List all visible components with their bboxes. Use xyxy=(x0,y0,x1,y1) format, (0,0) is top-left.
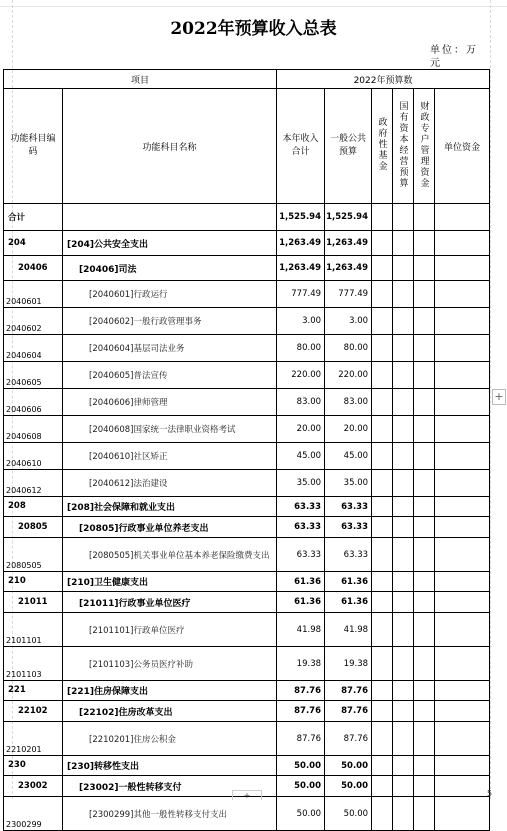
row-gov-fund-value xyxy=(372,592,393,613)
row-general-value: 50.00 xyxy=(325,756,372,776)
row-state-capital-value xyxy=(393,517,414,538)
table-row xyxy=(4,416,490,443)
row-unit-fund-value xyxy=(435,776,493,798)
row-state-capital-value xyxy=(393,231,414,256)
unit-fund-column-header: 单位资金 xyxy=(435,89,490,204)
row-general-value: 83.00 xyxy=(325,389,372,416)
row-general-value: 20.00 xyxy=(325,416,372,443)
row-total-value: 50.00 xyxy=(277,797,325,831)
row-name: [21011]行政事业单位医疗 xyxy=(63,592,277,613)
row-total-value: 45.00 xyxy=(277,443,325,470)
row-gov-fund-value xyxy=(372,647,393,681)
row-special-fund-value xyxy=(414,517,435,538)
row-name: [23002]一般性转移支付 xyxy=(63,776,277,797)
row-name: [2040608]国家统一法律职业资格考试 xyxy=(63,416,277,443)
row-general-value: 41.98 xyxy=(325,613,372,647)
row-gov-fund-value xyxy=(372,681,393,701)
row-code: 2040604 xyxy=(4,335,63,362)
row-gov-fund-value xyxy=(372,335,393,362)
row-state-capital-value xyxy=(393,443,414,470)
expand-button[interactable]: + xyxy=(492,389,506,405)
row-special-fund-value xyxy=(414,756,435,776)
row-unit-fund-value xyxy=(435,281,490,308)
budget-group-header: 2022年预算数 xyxy=(277,70,490,89)
unit-label: 单位：万元 xyxy=(430,45,478,69)
row-name: [2080505]机关事业单位基本养老保险缴费支出 xyxy=(63,538,277,572)
page-number: 5 xyxy=(487,789,493,798)
row-name: [2040602]一般行政管理事务 xyxy=(63,308,277,335)
row-total-value: 87.76 xyxy=(277,681,325,701)
row-state-capital-value xyxy=(393,647,414,681)
row-special-fund-value xyxy=(414,256,435,281)
table-body xyxy=(4,204,493,831)
row-total-value: 3.00 xyxy=(277,308,325,335)
row-unit-fund-value xyxy=(435,701,490,722)
row-gov-fund-value xyxy=(372,281,393,308)
row-unit-fund-value xyxy=(435,517,490,538)
row-gov-fund-value xyxy=(372,756,393,776)
row-general-value: 3.00 xyxy=(325,308,372,335)
row-name: [2040605]普法宣传 xyxy=(63,362,277,389)
row-general-value: 50.00 xyxy=(325,776,372,797)
row-special-fund-value xyxy=(414,797,435,831)
table-row xyxy=(4,681,490,701)
row-code: 2080505 xyxy=(4,538,63,572)
row-state-capital-value xyxy=(393,538,414,572)
row-special-fund-value xyxy=(414,335,435,362)
row-state-capital-value xyxy=(393,592,414,613)
row-total-value: 87.76 xyxy=(277,701,325,722)
row-general-value: 63.33 xyxy=(325,517,372,538)
row-code: 2101101 xyxy=(4,613,63,647)
row-total-value: 63.33 xyxy=(277,497,325,517)
table-row xyxy=(4,204,490,231)
row-name: [230]转移性支出 xyxy=(63,756,277,776)
gov-fund-column-header: 政府性基金 xyxy=(372,89,393,204)
row-unit-fund-value xyxy=(435,443,490,470)
row-total-value: 63.33 xyxy=(277,517,325,538)
row-name: [2101103]公务员医疗补助 xyxy=(63,647,277,681)
row-gov-fund-value xyxy=(372,362,393,389)
row-gov-fund-value xyxy=(372,538,393,572)
row-state-capital-value xyxy=(393,613,414,647)
row-total-value: 1,263.49 xyxy=(277,256,325,281)
row-code: 221 xyxy=(4,681,63,701)
row-state-capital-value xyxy=(393,497,414,517)
row-general-value: 61.36 xyxy=(325,572,372,592)
row-name: [2040612]法治建设 xyxy=(63,470,277,497)
row-gov-fund-value xyxy=(372,797,393,831)
row-gov-fund-value xyxy=(372,231,393,256)
row-code: 2040612 xyxy=(4,470,63,497)
row-code: 2101103 xyxy=(4,647,63,681)
code-column-header: 功能科目编码 xyxy=(4,89,63,204)
row-name xyxy=(63,204,277,231)
row-total-value: 1,263.49 xyxy=(277,231,325,256)
table-row xyxy=(4,538,490,572)
row-gov-fund-value xyxy=(372,701,393,722)
row-unit-fund-value xyxy=(435,470,490,497)
row-general-value: 50.00 xyxy=(325,797,372,831)
row-state-capital-value xyxy=(393,281,414,308)
item-group-header: 项目 xyxy=(4,70,277,89)
table-row xyxy=(4,722,490,756)
row-special-fund-value xyxy=(414,308,435,335)
row-name: [2300299]其他一般性转移支付支出 xyxy=(63,797,277,831)
table-row xyxy=(4,797,490,831)
table-row xyxy=(4,281,490,308)
row-general-value: 63.33 xyxy=(325,497,372,517)
row-special-fund-value xyxy=(414,681,435,701)
row-code: 230 xyxy=(4,756,63,776)
row-general-value: 80.00 xyxy=(325,335,372,362)
row-unit-fund-value xyxy=(435,572,490,592)
table-row xyxy=(4,592,490,613)
row-general-value: 777.49 xyxy=(325,281,372,308)
row-total-value: 41.98 xyxy=(277,613,325,647)
row-unit-fund-value xyxy=(435,497,490,517)
table-row xyxy=(4,335,490,362)
row-state-capital-value xyxy=(393,722,414,756)
row-code: 2040606 xyxy=(4,389,63,416)
row-general-value: 45.00 xyxy=(325,443,372,470)
row-unit-fund-value xyxy=(435,256,490,281)
row-special-fund-value xyxy=(414,592,435,613)
row-total-value: 50.00 xyxy=(277,776,325,797)
row-code: 21011 xyxy=(4,592,63,613)
table-row xyxy=(4,572,490,592)
row-name: [204]公共安全支出 xyxy=(63,231,277,256)
row-total-value: 63.33 xyxy=(277,538,325,572)
table-row xyxy=(4,362,490,389)
row-name: [2040610]社区矫正 xyxy=(63,443,277,470)
row-state-capital-value xyxy=(393,572,414,592)
general-budget-column-header: 一般公共预算 xyxy=(325,89,372,204)
table-row xyxy=(4,308,490,335)
row-name: [22102]住房改革支出 xyxy=(63,701,277,722)
row-name: [2040601]行政运行 xyxy=(63,281,277,308)
row-gov-fund-value xyxy=(372,308,393,335)
row-special-fund-value xyxy=(414,538,435,572)
row-total-value: 35.00 xyxy=(277,470,325,497)
row-state-capital-value xyxy=(393,389,414,416)
row-gov-fund-value xyxy=(372,204,393,231)
row-code: 23002 xyxy=(4,776,63,797)
row-code: 合计 xyxy=(4,204,63,231)
row-unit-fund-value xyxy=(435,204,490,231)
row-special-fund-value xyxy=(414,416,435,443)
row-state-capital-value xyxy=(393,470,414,497)
row-special-fund-value xyxy=(414,722,435,756)
row-special-fund-value xyxy=(414,231,435,256)
row-general-value: 1,263.49 xyxy=(325,231,372,256)
row-state-capital-value xyxy=(393,701,414,722)
row-gov-fund-value xyxy=(372,572,393,592)
table-row xyxy=(4,470,490,497)
row-name: [2040606]律师管理 xyxy=(63,389,277,416)
row-code: 210 xyxy=(4,572,63,592)
row-unit-fund-value xyxy=(435,231,490,256)
row-gov-fund-value xyxy=(372,256,393,281)
table-row xyxy=(4,497,490,517)
row-unit-fund-value xyxy=(435,308,490,335)
row-special-fund-value xyxy=(414,362,435,389)
row-unit-fund-value xyxy=(435,681,490,701)
row-total-value: 20.00 xyxy=(277,416,325,443)
row-code: 204 xyxy=(4,231,63,256)
row-total-value: 87.76 xyxy=(277,722,325,756)
row-special-fund-value xyxy=(414,204,435,231)
table-row xyxy=(4,389,490,416)
table-row xyxy=(4,231,490,256)
table-row xyxy=(4,756,490,776)
row-gov-fund-value xyxy=(372,613,393,647)
row-unit-fund-value xyxy=(435,335,490,362)
row-unit-fund-value xyxy=(435,389,490,416)
table-row xyxy=(4,613,490,647)
row-state-capital-value xyxy=(393,681,414,701)
row-gov-fund-value xyxy=(372,389,393,416)
row-code: 2040601 xyxy=(4,281,63,308)
row-state-capital-value xyxy=(393,797,414,831)
row-general-value: 63.33 xyxy=(325,538,372,572)
add-sheet-tab[interactable]: + xyxy=(232,790,262,800)
row-unit-fund-value xyxy=(435,362,490,389)
row-total-value: 220.00 xyxy=(277,362,325,389)
budget-table xyxy=(3,69,493,831)
row-special-fund-value xyxy=(414,470,435,497)
row-code: 2210201 xyxy=(4,722,63,756)
row-unit-fund-value xyxy=(435,613,490,647)
row-state-capital-value xyxy=(393,204,414,231)
row-special-fund-value xyxy=(414,572,435,592)
row-general-value: 1,263.49 xyxy=(325,256,372,281)
page-guide-right xyxy=(490,0,491,799)
table-row xyxy=(4,701,490,722)
row-special-fund-value xyxy=(414,497,435,517)
row-total-value: 61.36 xyxy=(277,572,325,592)
row-unit-fund-value xyxy=(435,592,490,613)
row-code: 2040602 xyxy=(4,308,63,335)
row-general-value: 35.00 xyxy=(325,470,372,497)
top-ruler xyxy=(0,0,507,7)
row-special-fund-value xyxy=(414,389,435,416)
row-special-fund-value xyxy=(414,613,435,647)
row-general-value: 220.00 xyxy=(325,362,372,389)
row-state-capital-value xyxy=(393,776,414,797)
table-row xyxy=(4,647,490,681)
row-state-capital-value xyxy=(393,256,414,281)
table-title: 2022年预算收入总表 xyxy=(170,19,337,39)
row-code: 2040608 xyxy=(4,416,63,443)
row-code: 2040610 xyxy=(4,443,63,470)
row-total-value: 80.00 xyxy=(277,335,325,362)
row-total-value: 83.00 xyxy=(277,389,325,416)
row-gov-fund-value xyxy=(372,443,393,470)
row-total-value: 19.38 xyxy=(277,647,325,681)
row-state-capital-value xyxy=(393,335,414,362)
row-name: [20805]行政事业单位养老支出 xyxy=(63,517,277,538)
row-code: 2300299 xyxy=(4,797,63,831)
row-general-value: 61.36 xyxy=(325,592,372,613)
row-total-value: 1,525.94 xyxy=(277,204,325,231)
row-state-capital-value xyxy=(393,308,414,335)
row-name: [210]卫生健康支出 xyxy=(63,572,277,592)
row-gov-fund-value xyxy=(372,497,393,517)
row-general-value: 87.76 xyxy=(325,681,372,701)
row-special-fund-value xyxy=(414,647,435,681)
row-code: 208 xyxy=(4,497,63,517)
special-fund-column-header: 财政专户管理资金 xyxy=(414,89,435,204)
row-code: 20805 xyxy=(4,517,63,538)
row-total-value: 61.36 xyxy=(277,592,325,613)
row-unit-fund-value xyxy=(435,416,490,443)
row-name: [221]住房保障支出 xyxy=(63,681,277,701)
row-unit-fund-value xyxy=(435,647,490,681)
row-general-value: 1,525.94 xyxy=(325,204,372,231)
row-name: [208]社会保障和就业支出 xyxy=(63,497,277,517)
row-general-value: 19.38 xyxy=(325,647,372,681)
row-name: [2101101]行政单位医疗 xyxy=(63,613,277,647)
state-capital-column-header: 国有资本经营预算 xyxy=(393,89,414,204)
row-unit-fund-value xyxy=(435,756,490,776)
table-row xyxy=(4,256,490,281)
table-row xyxy=(4,443,490,470)
row-unit-fund-value xyxy=(435,538,490,572)
row-special-fund-value xyxy=(414,776,435,797)
row-code: 20406 xyxy=(4,256,63,281)
row-gov-fund-value xyxy=(372,416,393,443)
row-gov-fund-value xyxy=(372,776,393,797)
row-state-capital-value xyxy=(393,416,414,443)
row-unit-fund-value xyxy=(435,797,490,831)
row-general-value: 87.76 xyxy=(325,701,372,722)
row-state-capital-value xyxy=(393,362,414,389)
row-gov-fund-value xyxy=(372,517,393,538)
row-unit-fund-value xyxy=(435,722,490,756)
row-special-fund-value xyxy=(414,701,435,722)
name-column-header: 功能科目名称 xyxy=(63,89,277,204)
row-name: [2210201]住房公积金 xyxy=(63,722,277,756)
row-general-value: 87.76 xyxy=(325,722,372,756)
row-code: 2040605 xyxy=(4,362,63,389)
row-name: [20406]司法 xyxy=(63,256,277,281)
total-column-header: 本年收入合计 xyxy=(277,89,325,204)
row-name: [2040604]基层司法业务 xyxy=(63,335,277,362)
row-state-capital-value xyxy=(393,756,414,776)
row-special-fund-value xyxy=(414,443,435,470)
row-code: 22102 xyxy=(4,701,63,722)
row-gov-fund-value xyxy=(372,470,393,497)
table-row xyxy=(4,517,490,538)
row-total-value: 777.49 xyxy=(277,281,325,308)
row-special-fund-value xyxy=(414,281,435,308)
row-total-value: 50.00 xyxy=(277,756,325,776)
row-gov-fund-value xyxy=(372,722,393,756)
